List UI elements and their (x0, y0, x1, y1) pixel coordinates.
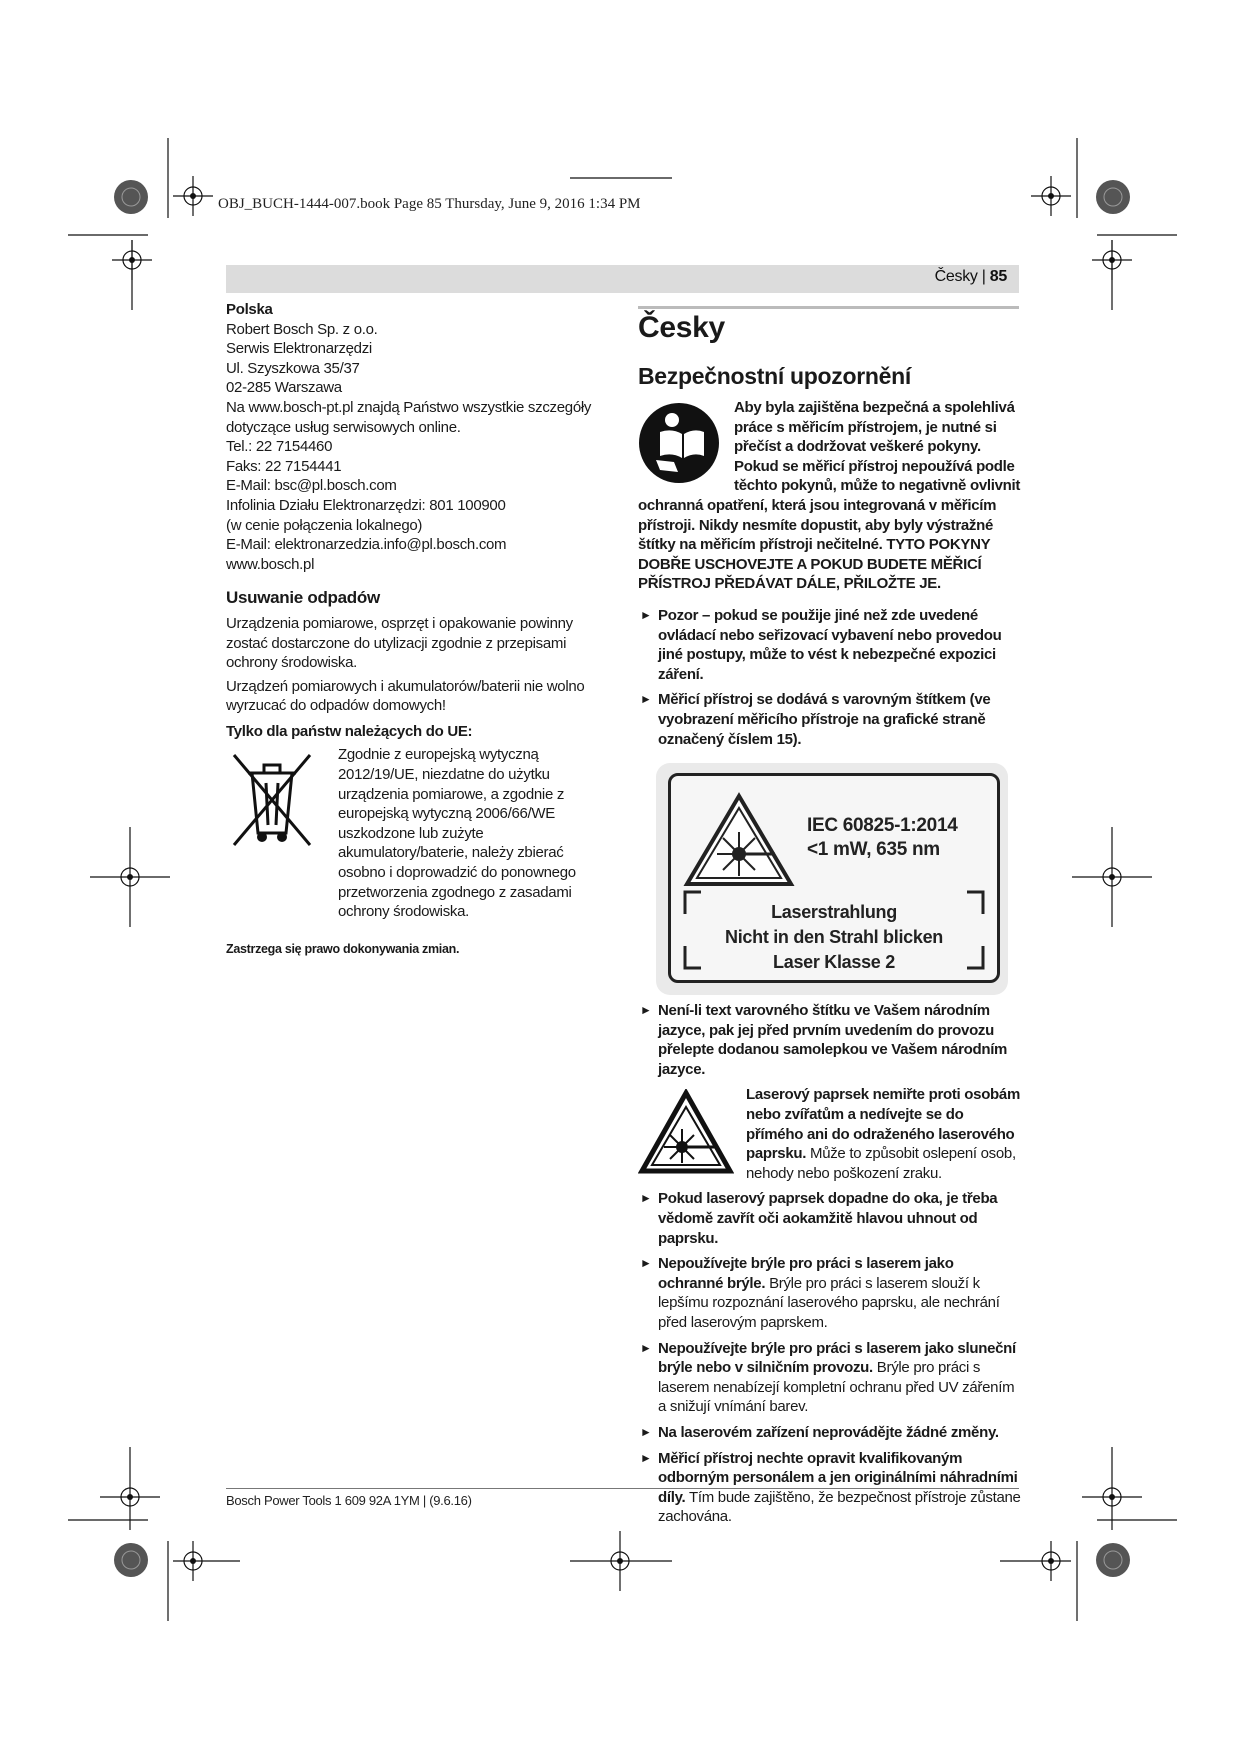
left-column (226, 300, 611, 959)
bullet-marker: ► (640, 1003, 652, 1018)
eu-heading: Tylko dla państw należących do UE: (226, 722, 473, 740)
bullet-marker: ► (640, 1256, 652, 1271)
address-line: Ul. Szyszkowa 35/37 (226, 359, 360, 377)
safety-bullet: ► Nepoužívejte brýle pro práci s laserem jako sluneční brýle nebo v silničním provozu. Brýle pro práci s laserem nenabízejí kompletní ochranu před UV zářením a snižují vnímání barev. (640, 1339, 1016, 1416)
read-manual-icon (638, 402, 720, 484)
warning-label-frame (668, 773, 1000, 983)
disposal-heading: Usuwanie odpadów (226, 588, 380, 608)
address-line: Serwis Elektronarzędzi (226, 340, 372, 358)
disposal-paragraph: Urządzenia pomiarowe, osprzęt i opakowanie powinny zostać dostarczone do utylizacji zgodnie z przepisami ochrony środowiska. (226, 614, 573, 672)
crossed-bin-icon (226, 749, 318, 849)
intro-block (638, 398, 1022, 594)
safety-bullet: ► Není-li text varovného štítku ve Vašem národním jazyce, pak jej před prvním uvedením do provozu přelepte dodanou samolepkou ve Vašem národním jazyce. (640, 1002, 1008, 1078)
header-language: Česky (934, 268, 978, 285)
reservation-note: Zastrzega się prawo dokonywania zmian. (226, 941, 460, 956)
hotline-note: (w cenie połączenia lokalnego) (226, 516, 423, 534)
safety-bullet: ► Na laserovém zařízení neprovádějte žádné změny. (640, 1423, 999, 1441)
bullet-marker: ► (640, 1191, 652, 1206)
bullet-marker: ► (640, 692, 652, 707)
bullet-marker: ► (640, 1340, 652, 1355)
eu-text: Zgodnie z europejską wytyczną 2012/19/UE, niezdatne do użytku urządzenia pomiarowe, a zgodnie z europejską wytyczną 2006/66/WE uszkodzone lub zużyte akumulatory/baterie, należy zbierać osobno i doprowadzić do ponownego przetworzenia zgodnego z zasadami ochrony środowiska. (338, 746, 576, 921)
warning-label (656, 763, 1008, 995)
country-heading: Polska (226, 301, 273, 318)
bullet-marker: ► (640, 1450, 652, 1465)
laser-warning-icon (683, 792, 795, 888)
safety-bullet: ► Měřicí přístroj nechte opravit kvalifikovaným odborným personálem a jen originálními náhradními díly. Tím bude zajištěno, že bezpečnost přístroje zůstane zachována. (640, 1449, 1021, 1526)
laser-warning-block (638, 1085, 1022, 1183)
safety-bullet: ► Pozor – pokud se použije jiné než zde uvedené ovládací nebo seřizovací vybavení nebo provedou jiné postupy, může to vést k nebezpečné expozici záření. (640, 606, 1002, 683)
book-header: OBJ_BUCH-1444-007.book Page 85 Thursday, June 9, 2016 1:34 PM (218, 196, 641, 212)
eu-block (226, 745, 611, 921)
page-header (935, 268, 1007, 286)
bullet-marker: ► (640, 607, 652, 622)
address-line: 02-285 Warszawa (226, 379, 342, 397)
laser-radiation-icon (638, 1089, 734, 1175)
email: E-Mail: bsc@pl.bosch.com (226, 477, 397, 495)
bullet-marker: ► (640, 1424, 652, 1439)
laser-warning-text: Může to způsobit oslepení osob, nehody nebo poškození zraku. (746, 1145, 1016, 1182)
address-line: Robert Bosch Sp. z o.o. (226, 320, 378, 338)
safety-bullet: ► Nepoužívejte brýle pro práci s laserem jako ochranné brýle. Brýle pro práci s laserem slouží k lepšímu rozpoznání laserového paprsku, ale nechrání před laserovým paprskem. (640, 1255, 1000, 1331)
page-number: 85 (989, 268, 1007, 285)
footer-rule (226, 1488, 1019, 1489)
laser-warning-bold: Laserový paprsek nemiřte proti osobám nebo zvířatům a nedívejte se do přímého ani do odraženého laserového paprsku. (746, 1086, 1020, 1163)
disposal-paragraph: Urządzeń pomiarowych i akumulatorów/baterii nie wolno wyrzucać do odpadów domowych! (226, 677, 585, 715)
address-line: Na www.bosch-pt.pl znajdą Państwo wszystkie szczegóły dotyczące usług serwisowych online. (226, 398, 592, 436)
fax: Faks: 22 7154441 (226, 457, 342, 475)
page-header-band (226, 265, 1019, 293)
hotline: Infolinia Działu Elektronarzędzi: 801 100900 (226, 496, 506, 514)
footer: Bosch Power Tools 1 609 92A 1YM | (9.6.16) (226, 1493, 472, 1508)
intro-text: Aby byla zajištěna bezpečná a spolehlivá práce s měřicím přístrojem, je nutné si přečíst a dodržovat veškeré pokyny. Pokud se měřicí přístroj nepoužívá podle těchto pokynů, může to negativně ovlivnit ochranná opatření, která jsou integrovaná v měřicím přístroji. Nikdy nesmíte dopustit, aby byly výstražné štítky na měřicím přístroji nečitelné. TYTO POKYNY DOBŘE USCHOVEJTE A POKUD BUDETE MĚŘICÍ PŘÍSTROJ PŘEDÁVAT DÁLE, PŘILOŽTE JE. (638, 399, 1021, 593)
safety-bullet: ► Měřicí přístroj se dodává s varovným štítkem (ve vyobrazení měřicího přístroje na grafické straně označený číslem 15). (640, 691, 991, 748)
language-title: Česky (638, 311, 725, 344)
email: E-Mail: elektronarzedzia.info@pl.bosch.com (226, 536, 507, 554)
right-column (638, 304, 1022, 1527)
phone: Tel.: 22 7154460 (226, 438, 333, 456)
header-separator: | (981, 268, 986, 285)
label-german-text: Laserstrahlung Nicht in den Strahl blicken Laser Klasse 2 (725, 902, 943, 973)
label-standard: IEC 60825-1:2014 <1 mW, 635 nm (807, 815, 958, 861)
section-title: Bezpečnostní upozornění (638, 363, 911, 389)
website-link: www.bosch.pl (226, 555, 315, 573)
safety-bullet: ► Pokud laserový paprsek dopadne do oka, je třeba vědomě zavřít oči aokamžitě hlavou uhnout od paprsku. (640, 1190, 998, 1247)
